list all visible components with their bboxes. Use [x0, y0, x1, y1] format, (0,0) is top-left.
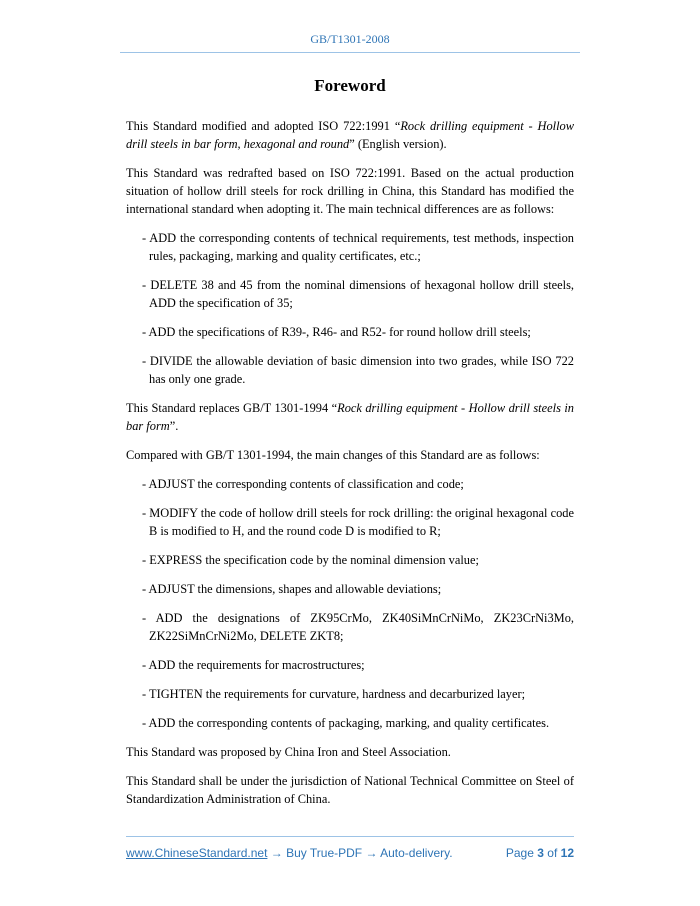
list-item: - ADD the corresponding contents of packaging, marking, and quality certificates. [142, 716, 550, 730]
list-item: - ADJUST the corresponding contents of classification and code; [142, 477, 464, 491]
list-item: - EXPRESS the specification code by the nominal dimension value; [142, 553, 479, 567]
paragraph-text: This Standard modified and adopted ISO 722:1991 “ [126, 119, 401, 133]
paragraph-text: ”. [169, 419, 179, 433]
paragraph-compared: Compared with GB/T 1301-1994, the main changes of this Standard are as follows: [126, 448, 540, 462]
paragraph-replaces [126, 399, 574, 435]
list-item: - ADD the requirements for macrostructures; [142, 658, 365, 672]
list-item: - ADD the specifications of R39-, R46- and R52- for round hollow drill steels; [142, 325, 531, 339]
paragraph-redrafted: This Standard was redrafted based on ISO 722:1991. Based on the actual production situation of hollow drill steels for rock drilling in China, this Standard has modified the international standard when adopting it. The main technical differences are as follows: [126, 166, 574, 216]
page-title: Foreword [314, 76, 386, 95]
of-label: of [547, 846, 558, 860]
footer-divider [126, 836, 574, 837]
paragraph-jurisdiction: This Standard shall be under the jurisdiction of National Technical Committee on Steel of Standardization Administration of China. [126, 774, 574, 806]
list-item: - TIGHTEN the requirements for curvature, hardness and decarburized layer; [142, 687, 526, 701]
paragraph-text: This Standard replaces GB/T 1301-1994 “ [126, 401, 338, 415]
site-link[interactable]: www.ChineseStandard.net [126, 846, 268, 860]
paragraph-text: ” (English version). [349, 137, 447, 151]
list-item: - MODIFY the code of hollow drill steels for rock drilling: the original hexagonal code B is modified to H, and the round code D is modified to R; [142, 506, 574, 538]
promo-text: → Buy True-PDF → Auto-delivery. [267, 846, 453, 860]
page-indicator [506, 846, 574, 860]
page-number: 3 [537, 846, 544, 860]
foreword-body [126, 117, 574, 819]
list-item: - ADJUST the dimensions, shapes and allowable deviations; [142, 582, 442, 596]
page-footer [126, 846, 574, 860]
list-item: - ADD the designations of ZK95CrMo, ZK40SiMnCrNiMo, ZK23CrNi3Mo, ZK22SiMnCrNi2Mo, DELETE ZKT8; [142, 611, 574, 643]
header-divider [120, 52, 580, 53]
page-total: 12 [560, 846, 574, 860]
gbt-title-italic: Rock drilling equipment - Hollow drill steels in bar form [126, 401, 574, 433]
paragraph-proposed: This Standard was proposed by China Iron and Steel Association. [126, 745, 451, 759]
paragraph-adoption [126, 117, 574, 153]
iso-title-italic: Rock drilling equipment - Hollow drill steels in bar form, hexagonal and round [126, 119, 574, 151]
page-label: Page [505, 846, 534, 860]
list-item: - DELETE 38 and 45 from the nominal dimensions of hexagonal hollow drill steels, ADD the specification of 35; [142, 278, 574, 310]
document-code-header: GB/T1301-2008 [310, 32, 390, 46]
list-item: - ADD the corresponding contents of technical requirements, test methods, inspection rules, packaging, marking and quality certificates, etc.; [142, 231, 574, 263]
list-item: - DIVIDE the allowable deviation of basic dimension into two grades, while ISO 722 has only one grade. [142, 354, 574, 386]
